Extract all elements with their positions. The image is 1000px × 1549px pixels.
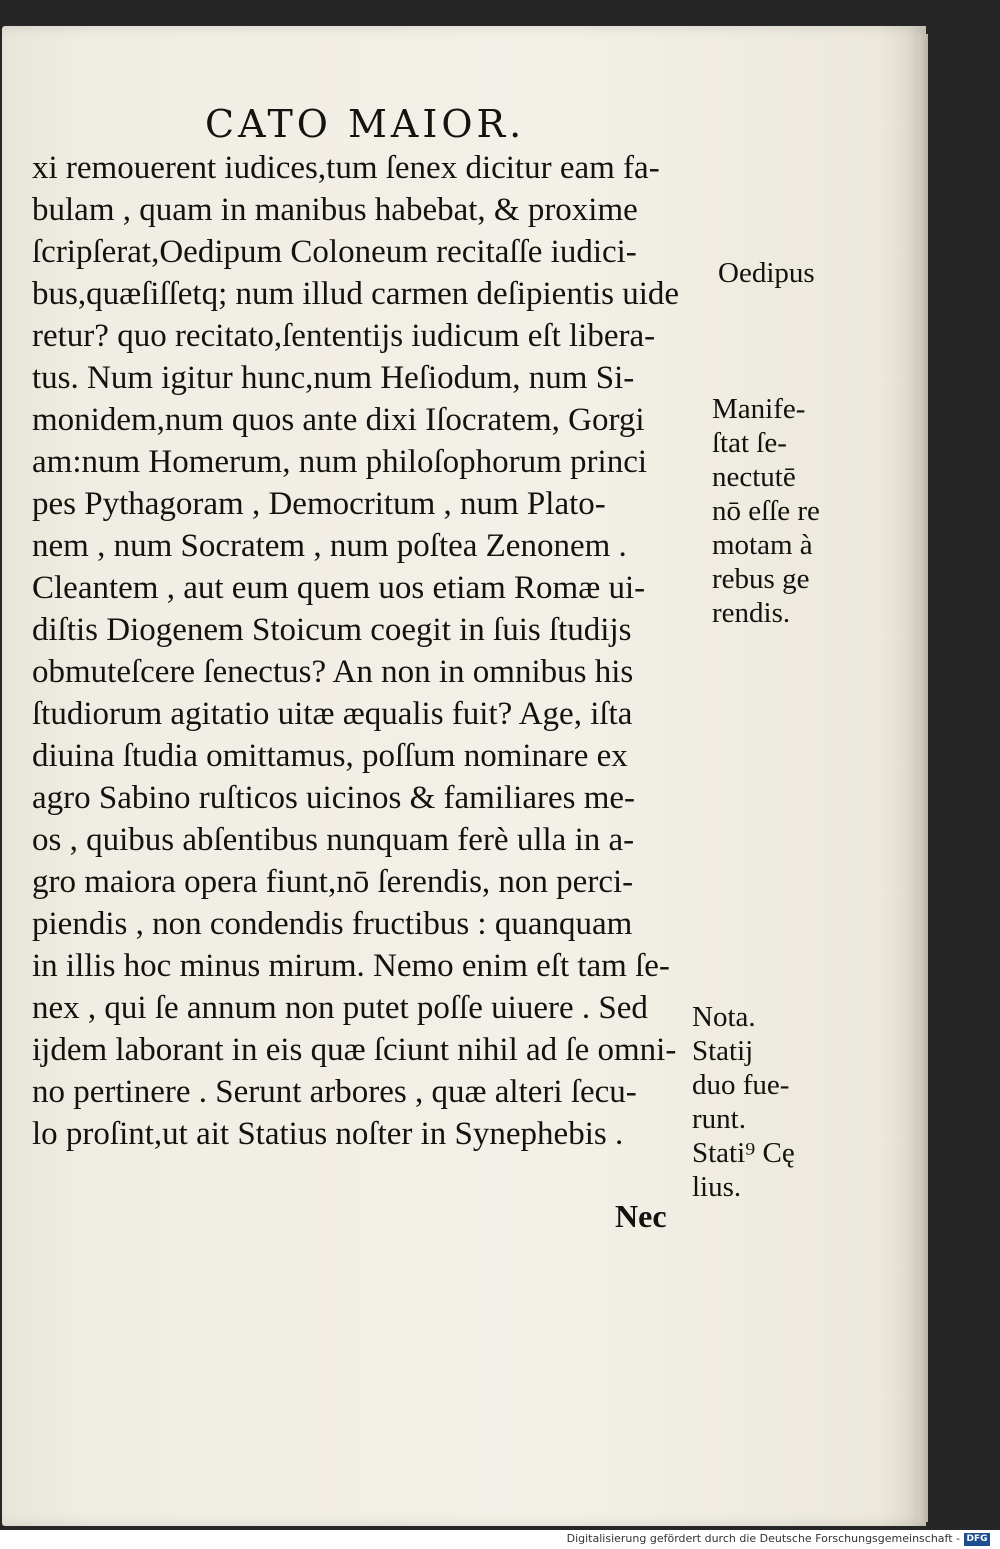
margin-note-line: Oedipus (718, 257, 815, 289)
text-line: agro Sabino ruſticos uicinos & familiares me- (32, 780, 636, 816)
text-line: obmuteſcere ſenectus? An non in omnibus his (32, 654, 634, 690)
text-line: nex , qui ſe annum non putet poſſe uiuere . Sed (32, 990, 648, 1026)
footer-bar (0, 1530, 1000, 1549)
text-line: Cleantem , aut eum quem uos etiam Romæ ui- (32, 570, 646, 606)
text-line: bulam , quam in manibus habebat, & proxime (32, 192, 638, 228)
text-line: diſtis Diogenem Stoicum coegit in ſuis ſtudijs (32, 612, 632, 648)
text-line: lo proſint,ut ait Statius noſter in Synephebis . (32, 1116, 624, 1152)
text-line: ſtudiorum agitatio uitæ æqualis fuit? Age, iſta (32, 696, 633, 732)
margin-note-line: rebus ge (712, 563, 810, 595)
text-line: os , quibus abſentibus nunquam ferè ulla in a- (32, 822, 635, 858)
margin-note-line: Manife- (712, 393, 806, 425)
text-line: in illis hoc minus mirum. Nemo enim eſt tam ſe- (32, 948, 670, 984)
dfg-logo-icon: DFG (964, 1533, 990, 1546)
text-line: bus,quæſiſſetq; num illud carmen deſipientis uide (32, 276, 680, 312)
margin-note-line: nō eſſe re (712, 495, 820, 527)
text-line: tus. Num igitur hunc,num Heſiodum, num Si- (32, 360, 635, 396)
margin-note-statius (692, 1000, 795, 1204)
text-line: no pertinere . Serunt arbores , quæ alteri ſecu- (32, 1074, 637, 1110)
text-line: retur? quo recitato,ſententijs iudicum eſt libera- (32, 318, 656, 354)
margin-note-line: runt. (692, 1103, 746, 1135)
margin-note-line: Statij (692, 1035, 754, 1067)
text-line: xi remouerent iudices,tum ſenex dicitur eam fa- (32, 150, 660, 186)
catchword: Nec (615, 1198, 667, 1234)
margin-note-line: nectutē (712, 461, 796, 493)
text-line: diuina ſtudia omittamus, poſſum nominare ex (32, 738, 628, 774)
text-line: pes Pythagoram , Democritum , num Plato- (32, 486, 606, 522)
running-head: CATO MAIOR. (205, 102, 526, 146)
text-line: nem , num Socratem , num poſtea Zenonem . (32, 528, 627, 564)
text-line: monidem,num quos ante dixi Iſocratem, Gorgi (32, 402, 645, 438)
page-edge (918, 34, 928, 1522)
margin-note-line: ſtat ſe- (712, 427, 787, 459)
text-line: am:num Homerum, num philoſophorum princi (32, 444, 648, 480)
margin-note-line: motam à (712, 529, 813, 561)
margin-note-line: lius. (692, 1171, 742, 1203)
margin-note-oedipus (718, 256, 815, 290)
text-line: ſcripſerat,Oedipum Coloneum recitaſſe iudici- (32, 234, 637, 270)
margin-note-line: Nota. (692, 1001, 756, 1033)
funding-notice: Digitalisierung gefördert durch die Deutsche Forschungsgemeinschaft - (566, 1532, 960, 1545)
text-line: gro maiora opera fiunt,nō ſerendis, non perci- (32, 864, 634, 900)
text-line: piendis , non condendis fructibus : quanquam (32, 906, 633, 942)
margin-note-line: duo fue- (692, 1069, 790, 1101)
text-line: ijdem laborant in eis quæ ſciunt nihil ad ſe omni- (32, 1032, 677, 1068)
margin-note-line: Stati⁹ Cę (692, 1137, 795, 1169)
margin-note-line: rendis. (712, 597, 791, 629)
margin-note-senectute (712, 392, 820, 630)
